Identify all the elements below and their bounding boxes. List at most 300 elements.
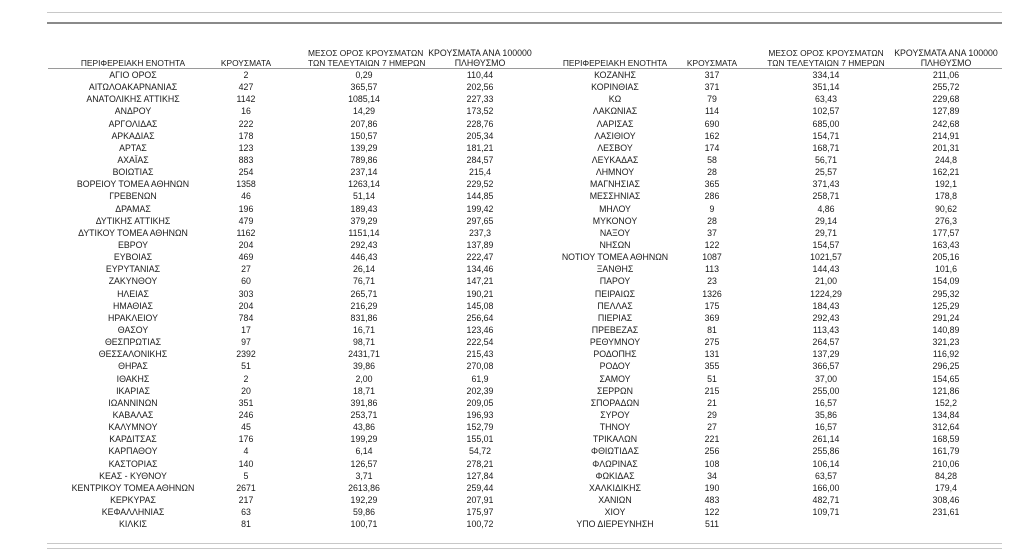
cell-per100k-right: 177,57 [932, 227, 960, 238]
header-avg-left-line1: ΜΕΣΟΣ ΟΡΟΣ ΚΡΟΥΣΜΑΤΩΝ [308, 48, 424, 58]
cell-per100k-right: 295,32 [932, 288, 960, 299]
cell-per100k-left: 215,43 [466, 349, 494, 360]
cell-region-left: ΑΡΤΑΣ [119, 142, 147, 153]
cell-region-left: ΕΥΒΟΙΑΣ [113, 252, 153, 263]
cell-region-left: ΙΘΑΚΗΣ [116, 373, 150, 384]
cell-cases-left: 63 [241, 507, 251, 518]
cell-avg7-left: 150,57 [350, 130, 378, 141]
cell-avg7-left: 2,00 [355, 373, 373, 384]
cell-per100k-right: 308,46 [932, 494, 960, 505]
cell-region-left: ΓΡΕΒΕΝΩΝ [109, 191, 157, 202]
cell-per100k-left: 147,21 [466, 276, 494, 287]
cell-region-left: ΚΑΛΥΜΝΟΥ [108, 422, 158, 433]
cell-cases-left: 81 [241, 519, 251, 530]
table-row [48, 69, 1002, 81]
top-divider [47, 12, 1002, 13]
cell-avg7-left: 292,43 [350, 239, 378, 250]
table-row [48, 93, 1002, 105]
cell-cases-left: 2392 [236, 349, 256, 360]
table-row [48, 312, 1002, 324]
cell-cases-right: 34 [707, 470, 717, 481]
cell-region-right: ΠΕΛΛΑΣ [597, 300, 633, 311]
cell-cases-left: 5 [243, 470, 249, 481]
cell-per100k-right: 242,68 [932, 118, 960, 129]
cell-cases-right: 369 [704, 312, 720, 323]
cell-avg7-left: 51,14 [352, 191, 375, 202]
cell-cases-right: 355 [704, 361, 720, 372]
cell-region-right: ΠΡΕΒΕΖΑΣ [591, 324, 639, 335]
cell-per100k-left: 256,64 [466, 312, 494, 323]
cell-avg7-left: 139,29 [350, 142, 378, 153]
table-row [48, 458, 1002, 470]
cell-cases-left: 176 [238, 434, 254, 445]
cell-cases-left: 351 [238, 397, 254, 408]
cell-region-left: ΘΑΣΟΥ [117, 324, 149, 335]
cell-per100k-right: 231,61 [932, 507, 960, 518]
cell-avg7-right: 21,00 [814, 276, 837, 287]
cell-cases-right: 79 [707, 94, 717, 105]
cell-per100k-right: 84,28 [934, 470, 957, 481]
table-row [48, 506, 1002, 518]
cell-region-left: ΕΥΡΥΤΑΝΙΑΣ [105, 264, 161, 275]
cell-avg7-left: 26,14 [352, 264, 375, 275]
cell-avg7-right: 102,57 [812, 106, 840, 117]
cell-region-right: ΤΡΙΚΑΛΩΝ [592, 434, 638, 445]
header-per100k-left [420, 48, 540, 68]
cell-per100k-left: 54,72 [468, 446, 491, 457]
table-row [48, 130, 1002, 142]
cell-cases-right: 81 [707, 324, 717, 335]
cell-per100k-right: 154,09 [932, 276, 960, 287]
table-row [48, 494, 1002, 506]
cell-avg7-right: 16,57 [814, 397, 837, 408]
cell-region-left: ΚΑΒΑΛΑΣ [112, 409, 154, 420]
cell-cases-right: 122 [704, 507, 720, 518]
cell-region-right: ΧΑΛΚΙΔΙΚΗΣ [589, 482, 641, 493]
cell-per100k-right: 276,3 [934, 215, 957, 226]
cell-per100k-right: 154,65 [932, 373, 960, 384]
cell-region-right: ΛΕΣΒΟΥ [597, 142, 633, 153]
cell-region-left: ΘΗΡΑΣ [118, 361, 148, 372]
table-row [48, 142, 1002, 154]
header-avg-right [762, 48, 890, 68]
cell-cases-left: 254 [238, 167, 254, 178]
cell-cases-right: 286 [704, 191, 720, 202]
cell-per100k-left: 134,46 [466, 264, 494, 275]
cell-avg7-left: 365,57 [350, 82, 378, 93]
header-per100k-right-line1: ΚΡΟΥΣΜΑΤΑ ΑΝΑ 100000 [894, 48, 998, 58]
cell-region-right: ΞΑΝΘΗΣ [596, 264, 634, 275]
cell-region-right: ΠΑΡΟΥ [599, 276, 631, 287]
cell-cases-left: 16 [241, 106, 251, 117]
cell-region-right: ΣΕΡΡΩΝ [597, 385, 633, 396]
cell-region-left: ΗΡΑΚΛΕΙΟΥ [108, 312, 158, 323]
cell-cases-left: 2 [243, 70, 249, 80]
cell-region-left: ΑΓΙΟ ΟΡΟΣ [109, 70, 157, 80]
cell-per100k-right: 168,59 [932, 434, 960, 445]
cell-per100k-right: 161,79 [932, 446, 960, 457]
table-row [48, 239, 1002, 251]
header-per100k-right-line2: ΠΛΗΘΥΣΜΟ [920, 58, 972, 68]
cell-per100k-right: 178,8 [934, 191, 957, 202]
cell-per100k-right: 162,21 [932, 167, 960, 178]
cell-per100k-right: 205,16 [932, 252, 960, 263]
cell-avg7-right: 334,14 [812, 70, 840, 80]
cell-cases-left: 2 [243, 373, 249, 384]
table-row [48, 324, 1002, 336]
cell-region-right: ΦΛΩΡΙΝΑΣ [592, 458, 638, 469]
cell-avg7-right: 25,57 [814, 167, 837, 178]
cell-per100k-left: 100,72 [466, 519, 494, 530]
cell-cases-left: 27 [241, 264, 251, 275]
cell-cases-left: 222 [238, 118, 254, 129]
table-row [48, 482, 1002, 494]
cell-cases-right: 1326 [702, 288, 722, 299]
cell-avg7-right: 366,57 [812, 361, 840, 372]
cell-cases-right: 162 [704, 130, 720, 141]
cell-avg7-right: 168,71 [812, 142, 840, 153]
cell-avg7-right: 113,43 [812, 324, 840, 335]
table-row [48, 360, 1002, 372]
cell-region-left: ΘΕΣΣΑΛΟΝΙΚΗΣ [98, 349, 168, 360]
cell-avg7-left: 237,14 [350, 167, 378, 178]
cell-cases-left: 427 [238, 82, 254, 93]
table-row [48, 154, 1002, 166]
cell-per100k-right: 321,23 [932, 337, 960, 348]
cell-avg7-left: 1085,14 [348, 94, 380, 105]
cell-region-left: ΚΙΛΚΙΣ [119, 519, 147, 530]
cell-region-left: ΙΚΑΡΙΑΣ [116, 385, 150, 396]
cell-cases-left: 45 [241, 422, 251, 433]
cell-region-left: ΒΟΡΕΙΟΥ ΤΟΜΕΑ ΑΘΗΝΩΝ [76, 179, 190, 190]
cell-cases-right: 37 [707, 227, 717, 238]
cell-per100k-left: 222,47 [466, 252, 494, 263]
cell-cases-left: 51 [241, 361, 251, 372]
cell-region-right: ΜΕΣΣΗΝΙΑΣ [589, 191, 641, 202]
cell-per100k-left: 229,52 [466, 179, 494, 190]
cell-avg7-right: 184,43 [812, 300, 840, 311]
cell-per100k-left: 297,65 [466, 215, 494, 226]
cell-per100k-left: 123,46 [466, 324, 494, 335]
cell-region-left: ΑΡΓΟΛΙΔΑΣ [108, 118, 158, 129]
cell-avg7-left: 391,86 [350, 397, 378, 408]
cell-avg7-left: 126,57 [350, 458, 378, 469]
cell-per100k-left: 227,33 [466, 94, 494, 105]
cell-region-left: ΑΡΚΑΔΙΑΣ [111, 130, 155, 141]
cell-region-right: ΡΟΔΟΠΗΣ [593, 349, 637, 360]
cell-avg7-left: 207,86 [350, 118, 378, 129]
cell-cases-left: 2671 [236, 482, 256, 493]
cell-cases-left: 46 [241, 191, 251, 202]
cell-per100k-left: 152,79 [466, 422, 494, 433]
cell-per100k-left: 61,9 [471, 373, 489, 384]
header-per100k-left-line1: ΚΡΟΥΣΜΑΤΑ ΑΝΑ 100000 [428, 48, 532, 58]
table-body [48, 69, 1002, 530]
cell-cases-right: 51 [707, 373, 717, 384]
header-region-right: ΠΕΡΙΦΕΡΕΙΑΚΗ ΕΝΟΤΗΤΑ [562, 58, 668, 68]
cell-region-right: ΛΑΚΩΝΙΑΣ [592, 106, 638, 117]
cell-region-left: ΔΡΑΜΑΣ [115, 203, 151, 214]
cell-avg7-left: 43,86 [352, 422, 375, 433]
cell-region-right: ΛΑΣΙΘΙΟΥ [594, 130, 636, 141]
cell-avg7-left: 6,14 [355, 446, 373, 457]
cell-cases-left: 784 [238, 312, 254, 323]
header-per100k-left-line2: ΠΛΗΘΥΣΜΟ [454, 58, 506, 68]
header-avg-right-line1: ΜΕΣΟΣ ΟΡΟΣ ΚΡΟΥΣΜΑΤΩΝ [768, 48, 884, 58]
cell-cases-right: 122 [704, 239, 720, 250]
cell-per100k-right: 291,24 [932, 312, 960, 323]
cell-cases-left: 204 [238, 300, 254, 311]
cell-per100k-left: 181,21 [466, 142, 494, 153]
cell-avg7-left: 446,43 [350, 252, 378, 263]
cell-avg7-right: 166,00 [812, 482, 840, 493]
cell-cases-left: 97 [241, 337, 251, 348]
cell-avg7-right: 482,71 [812, 494, 840, 505]
cell-per100k-right: 255,72 [932, 82, 960, 93]
cell-cases-left: 883 [238, 154, 254, 165]
cell-region-right: ΠΙΕΡΙΑΣ [597, 312, 633, 323]
cell-region-right: ΝΑΞΟΥ [599, 227, 631, 238]
cell-per100k-left: 222,54 [466, 337, 494, 348]
table-row [48, 433, 1002, 445]
cell-region-right: ΜΗΛΟΥ [599, 203, 631, 214]
cell-per100k-right: 229,68 [932, 94, 960, 105]
cell-avg7-right: 154,71 [812, 130, 840, 141]
cell-region-left: ΚΑΡΠΑΘΟΥ [108, 446, 158, 457]
cell-cases-right: 27 [707, 422, 717, 433]
table-row [48, 81, 1002, 93]
cell-avg7-right: 29,14 [814, 215, 837, 226]
cell-region-right: ΚΟΡΙΝΘΙΑΣ [591, 82, 639, 93]
header-cases-left: ΚΡΟΥΣΜΑΤΑ [220, 58, 272, 68]
table-row [48, 409, 1002, 421]
cell-cases-right: 511 [704, 519, 720, 530]
cell-region-right: ΧΑΝΙΩΝ [598, 494, 632, 505]
header-avg-left-line2: ΤΩΝ ΤΕΛΕΥΤΑΙΩΝ 7 ΗΜΕΡΩΝ [308, 58, 426, 68]
cell-cases-right: 29 [707, 409, 717, 420]
header-region-left: ΠΕΡΙΦΕΡΕΙΑΚΗ ΕΝΟΤΗΤΑ [80, 58, 186, 68]
cell-cases-right: 483 [704, 494, 720, 505]
table-row [48, 348, 1002, 360]
cell-avg7-left: 216,29 [350, 300, 378, 311]
cell-per100k-left: 202,39 [466, 385, 494, 396]
cell-region-left: ΑΧΑΪΑΣ [117, 154, 149, 165]
cell-avg7-left: 379,29 [350, 215, 378, 226]
table-row [48, 445, 1002, 457]
cell-region-left: ΔΥΤΙΚΟΥ ΤΟΜΕΑ ΑΘΗΝΩΝ [78, 227, 188, 238]
table-row [48, 263, 1002, 275]
cell-avg7-right: 292,43 [812, 312, 840, 323]
cell-cases-right: 28 [707, 167, 717, 178]
cell-avg7-right: 154,57 [812, 239, 840, 250]
cell-avg7-left: 2613,86 [348, 482, 380, 493]
cell-per100k-left: 278,21 [466, 458, 494, 469]
cell-cases-right: 108 [704, 458, 720, 469]
header-cases-right: ΚΡΟΥΣΜΑΤΑ [686, 58, 738, 68]
bottom-divider-2 [47, 548, 1002, 549]
cell-cases-right: 275 [704, 337, 720, 348]
cell-avg7-right: 371,43 [812, 179, 840, 190]
cell-region-left: ΑΝΔΡΟΥ [114, 106, 152, 117]
cell-region-right: ΡΟΔΟΥ [599, 361, 631, 372]
cell-region-left: ΙΩΑΝΝΙΝΩΝ [108, 397, 158, 408]
cell-avg7-right: 255,86 [812, 446, 840, 457]
cell-avg7-right: 264,57 [812, 337, 840, 348]
table-row [48, 105, 1002, 117]
table-row [48, 421, 1002, 433]
cell-region-left: ΑΙΤΩΛΟΑΚΑΡΝΑΝΙΑΣ [88, 82, 178, 93]
cell-avg7-right: 1224,29 [810, 288, 842, 299]
cell-per100k-left: 175,97 [466, 507, 494, 518]
cell-avg7-left: 789,86 [350, 154, 378, 165]
cell-region-left: ΕΒΡΟΥ [117, 239, 149, 250]
cell-avg7-left: 98,71 [352, 337, 375, 348]
cell-cases-right: 690 [704, 118, 720, 129]
table-row [48, 190, 1002, 202]
cell-avg7-right: 37,00 [814, 373, 837, 384]
cell-avg7-left: 3,71 [355, 470, 373, 481]
table-row [48, 470, 1002, 482]
cell-region-left: ΚΕΦΑΛΛΗΝΙΑΣ [101, 507, 165, 518]
cell-region-right: ΛΑΡΙΣΑΣ [596, 118, 634, 129]
cell-cases-right: 221 [704, 434, 720, 445]
cell-region-right: ΝΗΣΩΝ [599, 239, 631, 250]
cell-cases-left: 1358 [236, 179, 256, 190]
header-per100k-right [890, 48, 1002, 68]
cell-per100k-right: 296,25 [932, 361, 960, 372]
cell-per100k-left: 145,08 [466, 300, 494, 311]
cell-avg7-left: 1263,14 [348, 179, 380, 190]
cell-per100k-left: 237,3 [468, 227, 491, 238]
cell-per100k-right: 90,62 [934, 203, 957, 214]
cell-avg7-right: 35,86 [814, 409, 837, 420]
cell-per100k-right: 192,1 [934, 179, 957, 190]
cell-per100k-right: 179,4 [934, 482, 957, 493]
cell-cases-left: 4 [243, 446, 249, 457]
cell-cases-right: 58 [707, 154, 717, 165]
cell-avg7-left: 2431,71 [348, 349, 380, 360]
table-row [48, 215, 1002, 227]
cell-region-left: ΚΑΣΤΟΡΙΑΣ [108, 458, 158, 469]
cell-cases-right: 256 [704, 446, 720, 457]
cell-region-left: ΖΑΚΥΝΘΟΥ [108, 276, 158, 287]
cell-per100k-left: 284,57 [466, 154, 494, 165]
cell-avg7-left: 59,86 [352, 507, 375, 518]
cell-avg7-left: 0,29 [355, 70, 373, 80]
cell-avg7-left: 265,71 [350, 288, 378, 299]
header-avg-left [308, 48, 426, 68]
cell-region-right: ΝΟΤΙΟΥ ΤΟΜΕΑ ΑΘΗΝΩΝ [561, 252, 669, 263]
cell-region-right: ΚΩ [608, 94, 622, 105]
cell-per100k-left: 205,34 [466, 130, 494, 141]
table-row [48, 178, 1002, 190]
cell-per100k-left: 190,21 [466, 288, 494, 299]
cell-cases-right: 317 [704, 70, 720, 80]
cell-region-right: ΦΩΚΙΔΑΣ [595, 470, 635, 481]
cell-per100k-right: 312,64 [932, 422, 960, 433]
cell-per100k-left: 202,56 [466, 82, 494, 93]
cell-avg7-right: 109,71 [812, 507, 840, 518]
cell-avg7-right: 29,71 [814, 227, 837, 238]
cell-region-left: ΚΕΑΣ - ΚΥΘΝΟΥ [99, 470, 167, 481]
cell-avg7-right: 685,00 [812, 118, 840, 129]
table-header [48, 46, 1002, 68]
cell-region-right: ΜΑΓΝΗΣΙΑΣ [590, 179, 640, 190]
cell-avg7-right: 258,71 [812, 191, 840, 202]
cell-avg7-right: 144,43 [812, 264, 840, 275]
cell-per100k-left: 215,4 [468, 167, 491, 178]
cell-region-right: ΥΠΟ ΔΙΕΡΕΥΝΗΣΗ [576, 519, 654, 530]
table-row [48, 118, 1002, 130]
cell-cases-left: 303 [238, 288, 254, 299]
cell-per100k-left: 228,76 [466, 118, 494, 129]
cell-cases-right: 371 [704, 82, 720, 93]
cell-region-right: ΣΑΜΟΥ [599, 373, 631, 384]
cell-region-right: ΛΗΜΝΟΥ [595, 167, 635, 178]
cell-cases-left: 140 [238, 458, 254, 469]
cell-region-right: ΤΗΝΟΥ [599, 422, 631, 433]
cell-per100k-left: 207,91 [466, 494, 494, 505]
cell-per100k-left: 144,85 [466, 191, 494, 202]
cell-avg7-left: 192,29 [350, 494, 378, 505]
cell-per100k-left: 259,44 [466, 482, 494, 493]
cell-avg7-left: 100,71 [350, 519, 378, 530]
cell-region-left: ΚΕΝΤΡΙΚΟΥ ΤΟΜΕΑ ΑΘΗΝΩΝ [71, 482, 195, 493]
cell-per100k-left: 127,84 [466, 470, 494, 481]
cell-cases-right: 1087 [702, 252, 722, 263]
table-row [48, 518, 1002, 530]
cell-region-right: ΣΥΡΟΥ [600, 409, 630, 420]
cell-avg7-left: 76,71 [352, 276, 375, 287]
cell-avg7-left: 199,29 [350, 434, 378, 445]
cell-region-right: ΧΙΟΥ [604, 507, 626, 518]
table-row [48, 227, 1002, 239]
cell-per100k-left: 270,08 [466, 361, 494, 372]
cell-region-left: ΒΟΙΩΤΙΑΣ [112, 167, 154, 178]
bottom-divider [47, 543, 1002, 544]
cell-avg7-left: 1151,14 [348, 227, 380, 238]
cell-region-left: ΗΜΑΘΙΑΣ [113, 300, 153, 311]
cell-avg7-right: 1021,57 [810, 252, 842, 263]
cell-cases-left: 469 [238, 252, 254, 263]
cell-region-left: ΗΛΕΙΑΣ [117, 288, 149, 299]
cell-avg7-left: 14,29 [352, 106, 375, 117]
cell-per100k-right: 244,8 [934, 154, 957, 165]
cell-cases-left: 204 [238, 239, 254, 250]
cell-avg7-right: 261,14 [812, 434, 840, 445]
cell-cases-right: 114 [704, 106, 720, 117]
cell-cases-right: 215 [704, 385, 720, 396]
cell-per100k-right: 163,43 [932, 239, 960, 250]
cell-cases-left: 1162 [236, 227, 256, 238]
cell-avg7-right: 137,29 [812, 349, 840, 360]
cell-region-right: ΣΠΟΡΑΔΩΝ [590, 397, 640, 408]
cell-cases-left: 20 [241, 385, 251, 396]
cell-per100k-left: 137,89 [466, 239, 494, 250]
table-row [48, 300, 1002, 312]
cell-avg7-right: 56,71 [814, 154, 837, 165]
cell-avg7-left: 831,86 [350, 312, 378, 323]
cell-region-right: ΦΘΙΩΤΙΔΑΣ [591, 446, 639, 457]
cell-per100k-left: 199,42 [466, 203, 494, 214]
cell-cases-right: 175 [704, 300, 720, 311]
cell-avg7-right: 63,43 [814, 94, 837, 105]
cell-cases-left: 196 [238, 203, 254, 214]
cell-cases-right: 131 [704, 349, 720, 360]
cell-cases-right: 21 [707, 397, 717, 408]
cell-cases-left: 123 [238, 142, 254, 153]
cell-region-right: ΡΕΘΥΜΝΟΥ [589, 337, 641, 348]
